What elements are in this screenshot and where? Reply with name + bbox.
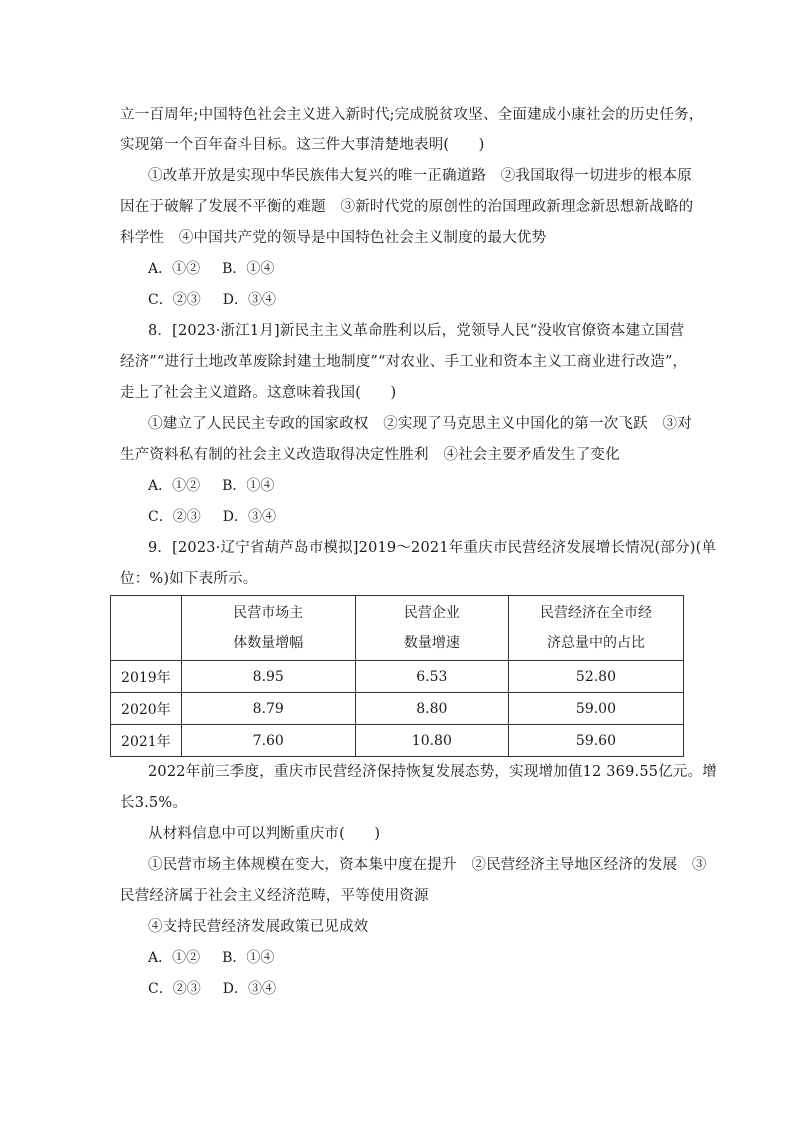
table-row: [111, 661, 684, 693]
q8-options-row-1: [148, 476, 274, 496]
q9-option-d[interactable]: D．③④: [222, 981, 276, 997]
q9-data-table: [110, 595, 684, 757]
q7-items-line-3: 科学性 ④中国共产党的领导是中国特色社会主义制度的最大优势: [120, 230, 547, 246]
q9-options-row-1: [148, 948, 274, 968]
table-header-cell: [181, 596, 355, 661]
q8-option-c[interactable]: C．②③: [148, 509, 201, 525]
row-year-cell: 2020年: [111, 693, 182, 725]
q7-options-row-2: [148, 290, 276, 310]
q7-option-b[interactable]: B．①④: [222, 261, 275, 277]
table-cell: 7.60: [181, 725, 355, 757]
table-cell: 8.79: [181, 693, 355, 725]
q9-options-row-2: [148, 979, 276, 999]
q7-items-line-1: ①改革开放是实现中华民族伟大复兴的唯一正确道路 ②我国取得一切进步的根本原: [148, 168, 692, 184]
q7-stem-line-1: 立一百周年;中国特色社会主义进入新时代;完成脱贫攻坚、全面建成小康社会的历史任务，: [120, 107, 704, 123]
q8-options-row-2: [148, 507, 276, 527]
header-3-line-2: 济总量中的占比: [546, 635, 645, 651]
table-cell: 59.00: [508, 693, 683, 725]
q7-options-row-1: [148, 259, 274, 279]
table-header-row: [111, 596, 684, 661]
q7-stem-line-2: 实现第一个百年奋斗目标。这三件大事清楚地表明( ): [120, 137, 485, 153]
q9-stem-line-1: 9．[2023·辽宁省葫芦岛市模拟]2019～2021年重庆市民营经济发展增长情况(部分)(单: [148, 540, 717, 556]
header-3-line-1: 民营经济在全市经: [539, 605, 652, 621]
q8-option-b[interactable]: B．①④: [222, 478, 275, 494]
table-cell: 59.60: [508, 725, 683, 757]
header-1-line-2: 体数量增幅: [233, 635, 304, 651]
q8-stem-line-3: 走上了社会主义道路。这意味着我国( ): [120, 385, 397, 401]
q7-option-a[interactable]: A．①②: [148, 261, 201, 277]
q9-stem-line-2: 位：%)如下表所示。: [120, 571, 258, 587]
q8-stem-line-2: 经济”“进行土地改革废除封建土地制度”“对农业、手工业和资本主义工商业进行改造”，: [120, 354, 688, 370]
header-1-line-1: 民营市场主: [233, 605, 304, 621]
row-year-cell: 2021年: [111, 725, 182, 757]
table-cell: 8.95: [181, 661, 355, 693]
table-row: [111, 725, 684, 757]
table-header-cell: [355, 596, 508, 661]
table-row: [111, 693, 684, 725]
table-cell: 10.80: [355, 725, 508, 757]
table-cell: 6.53: [355, 661, 508, 693]
q9-after-line-2: 长3.5%。: [120, 795, 188, 811]
q8-items-line-1: ①建立了人民民主专政的国家政权 ②实现了马克思主义中国化的第一次飞跃 ③对: [148, 416, 692, 432]
header-2-line-2: 数量增速: [403, 635, 460, 651]
q9-items-line-2: 民营经济属于社会主义经济范畴，平等使用资源: [120, 888, 429, 904]
header-2-line-1: 民营企业: [403, 605, 460, 621]
q9-items-line-1: ①民营市场主体规模在变大，资本集中度在提升 ②民营经济主导地区经济的发展 ③: [148, 857, 707, 873]
row-year-cell: 2019年: [111, 661, 182, 693]
q8-option-a[interactable]: A．①②: [148, 478, 201, 494]
table-cell: 8.80: [355, 693, 508, 725]
q8-items-line-2: 生产资料私有制的社会主义改造取得决定性胜利 ④社会主要矛盾发生了变化: [120, 447, 620, 463]
q9-question: 从材料信息中可以判断重庆市( ): [148, 826, 381, 842]
q7-option-c[interactable]: C．②③: [148, 292, 201, 308]
q9-option-a[interactable]: A．①②: [148, 950, 201, 966]
q9-option-c[interactable]: C．②③: [148, 981, 201, 997]
table-corner-cell: [111, 596, 182, 661]
q9-items-line-3: ④支持民营经济发展政策已见成效: [148, 919, 369, 935]
table-header-cell: [508, 596, 683, 661]
q7-option-d[interactable]: D．③④: [222, 292, 276, 308]
q8-option-d[interactable]: D．③④: [222, 509, 276, 525]
q9-after-line-1: 2022年前三季度，重庆市民营经济保持恢复发展态势，实现增加值12 369.55亿元。增: [148, 764, 717, 780]
q9-option-b[interactable]: B．①④: [222, 950, 275, 966]
q8-stem-line-1: 8．[2023·浙江1月]新民主主义革命胜利以后，党领导人民“没收官僚资本建立国营: [148, 323, 685, 339]
table-cell: 52.80: [508, 661, 683, 693]
q7-items-line-2: 因在于破解了发展不平衡的难题 ③新时代党的原创性的治国理政新理念新思想新战略的: [120, 199, 694, 215]
